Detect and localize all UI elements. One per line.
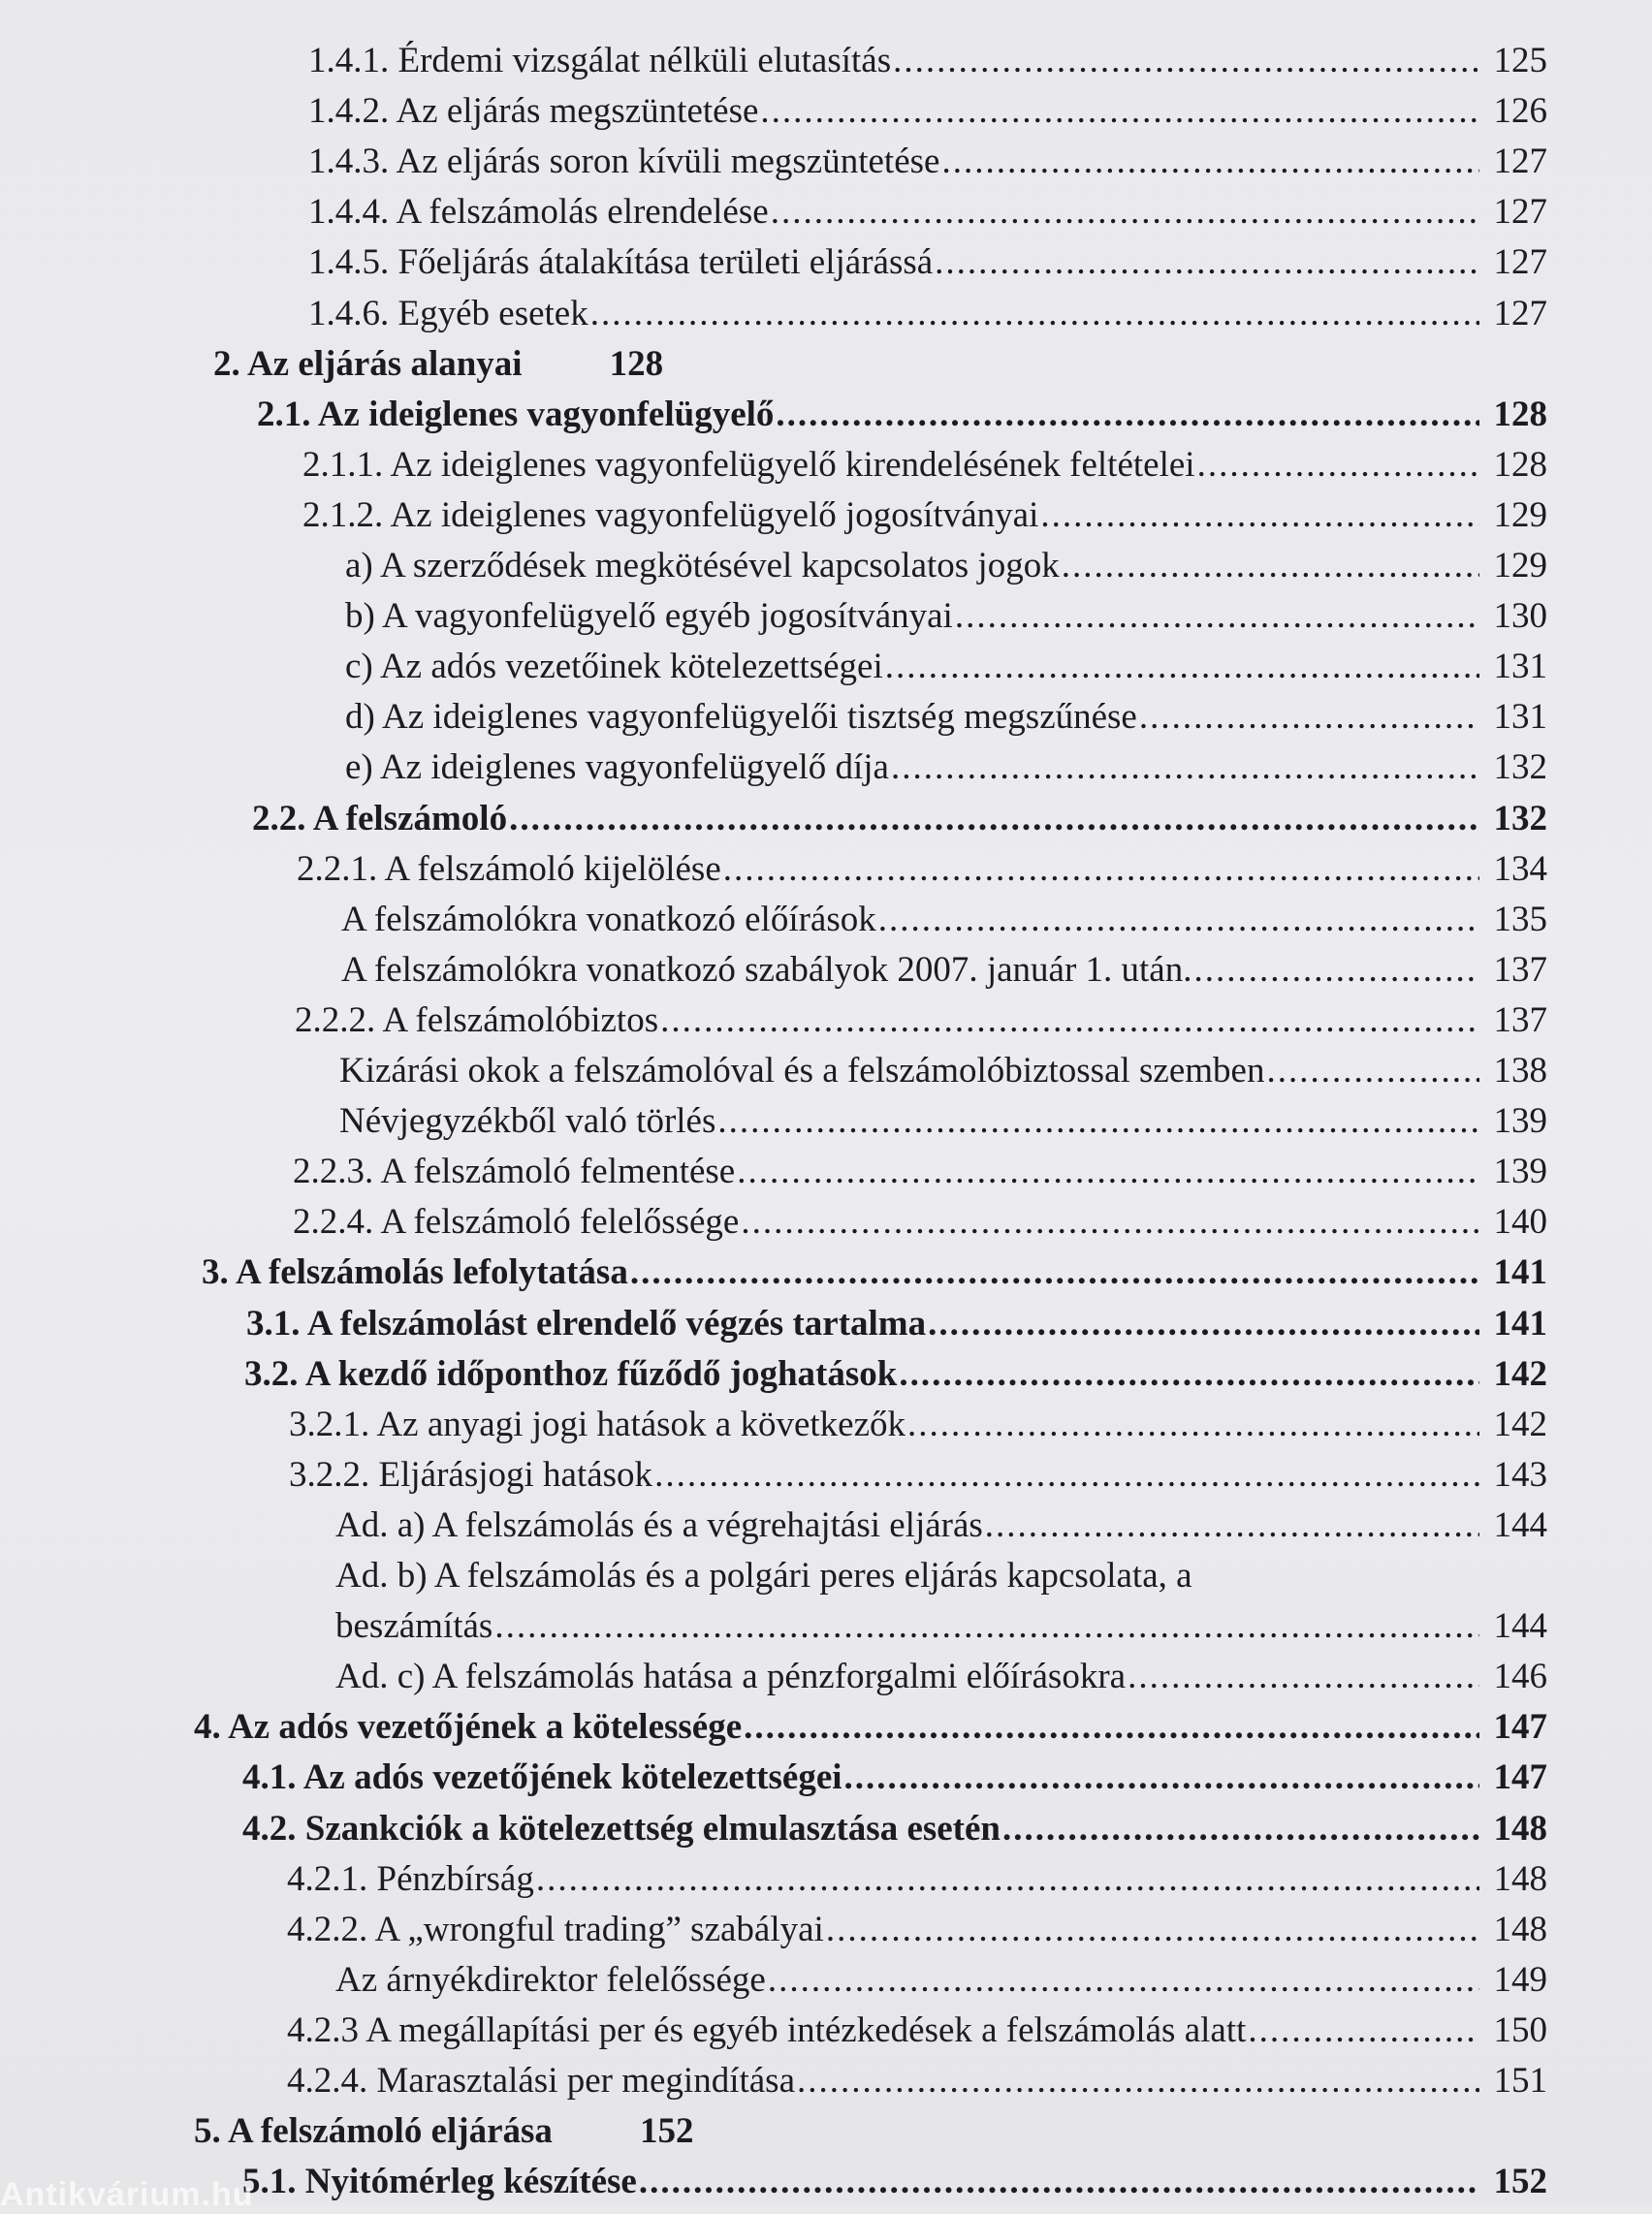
- dot-leader: [507, 795, 1479, 843]
- toc-entry: [335, 1502, 1547, 1550]
- toc-entry-title: 2.1.1. Az ideiglenes vagyonfelügyelő kirendelésének feltételei: [302, 445, 1195, 485]
- toc-entry-title: 1.4.5. Főeljárás átalakítása területi eljárássá: [308, 242, 934, 282]
- toc-entry-title: 2.1.2. Az ideiglenes vagyonfelügyelő jogosítványai: [302, 495, 1039, 535]
- toc-entry: [345, 643, 1547, 691]
- toc-entry-title: 4.2.1. Pénzbírság: [287, 1859, 534, 1899]
- toc-entry-page-number: 127: [1493, 192, 1547, 232]
- toc-entry-page-number: 152: [639, 2111, 694, 2151]
- toc-entry: [335, 1602, 1547, 1651]
- dot-leader: [1137, 693, 1479, 742]
- toc-entry: [295, 996, 1547, 1045]
- toc-entry-page-number: 127: [1493, 142, 1547, 181]
- toc-entry-title: 4.2.4. Marasztalási per megindítása: [287, 2061, 795, 2101]
- toc-entry-page-number: 128: [609, 344, 664, 384]
- toc-entry-page-number: 135: [1493, 900, 1547, 939]
- toc-entry-page-number: 142: [1493, 1405, 1547, 1444]
- toc-entry-title: 1.4.2. Az eljárás megszüntetése: [308, 91, 759, 131]
- toc-entry: [257, 391, 1547, 439]
- toc-entry: [287, 1906, 1547, 1954]
- toc-entry: [242, 1805, 1547, 1853]
- toc-entry-title: 4.2.2. A „wrongful trading” szabályai: [287, 1910, 824, 1949]
- toc-entry-page-number: 129: [1493, 546, 1547, 585]
- toc-entry: [202, 1249, 1547, 1297]
- toc-entry-title: 3. A felszámolás lefolytatása: [202, 1252, 628, 1292]
- toc-entry-page-number: 125: [1493, 41, 1547, 80]
- dot-leader: [715, 1097, 1479, 1146]
- toc-entry: [194, 2107, 693, 2156]
- toc-entry-page-number: 146: [1493, 1657, 1547, 1696]
- toc-entry-page-number: 130: [1493, 596, 1547, 636]
- toc-entry-title: e) Az ideiglenes vagyonfelügyelő díja: [345, 747, 889, 787]
- toc-entry-page-number: 144: [1493, 1505, 1547, 1545]
- dot-leader: [939, 138, 1479, 186]
- dot-leader: [933, 238, 1479, 287]
- toc-entry: [308, 188, 1547, 237]
- toc-entry-title: 2.2.3. A felszámoló felmentése: [293, 1152, 736, 1191]
- dot-leader: [1126, 1653, 1479, 1701]
- toc-entry: [308, 290, 1547, 338]
- toc-entry-title: Ad. c) A felszámolás hatása a pénzforgalmi előírásokra: [335, 1657, 1127, 1696]
- toc-entry-page-number: 127: [1493, 294, 1547, 333]
- toc-entry: [242, 2158, 1547, 2206]
- toc-entry: [289, 1451, 1547, 1500]
- toc-entry-title: A felszámolókra vonatkozó szabályok 2007. január 1. után.: [341, 950, 1192, 990]
- dot-leader: [769, 188, 1479, 237]
- toc-entry-page-number: 131: [1493, 697, 1547, 737]
- toc-entry: [289, 1401, 1547, 1449]
- toc-entry-page-number: 152: [1493, 2162, 1547, 2201]
- toc-entry-title: 2.2.4. A felszámoló felelőssége: [293, 1202, 740, 1242]
- toc-entry-title: 1.4.6. Egyéb esetek: [308, 294, 588, 333]
- toc-entry-title: b) A vagyonfelügyelő egyéb jogosítványai: [345, 596, 953, 636]
- dot-leader: [637, 2158, 1479, 2206]
- toc-entry-page-number: 142: [1493, 1354, 1547, 1394]
- toc-entry: [244, 1350, 1547, 1399]
- toc-entry-page-number: 140: [1493, 1202, 1547, 1242]
- toc-entry: [345, 542, 1547, 590]
- toc-entry-page-number: 151: [1493, 2061, 1547, 2101]
- dot-leader: [628, 1249, 1479, 1297]
- toc-entry-title: 1.4.4. A felszámolás elrendelése: [308, 192, 769, 232]
- toc-entry-page-number: 147: [1493, 1757, 1547, 1797]
- toc-entry-title: d) Az ideiglenes vagyonfelügyelői tisztség megszűnése: [345, 697, 1137, 737]
- toc-entry-title: 4.2.3 A megállapítási per és egyéb intézkedések a felszámolás alatt: [287, 2010, 1247, 2050]
- toc-entry-title: 2. Az eljárás alanyai: [213, 344, 523, 384]
- toc-entry-page-number: 144: [1493, 1606, 1547, 1646]
- toc-entry: [287, 2057, 1547, 2105]
- dot-leader: [897, 1350, 1479, 1399]
- toc-entry-page-number: 149: [1493, 1960, 1547, 2000]
- dot-leader: [766, 1956, 1479, 2005]
- toc-entry: [335, 1552, 1547, 1600]
- toc-entry-title: Kizárási okok a felszámolóval és a felszámolóbiztossal szemben: [339, 1051, 1265, 1091]
- toc-entry-page-number: 137: [1493, 1000, 1547, 1040]
- toc-entry: [339, 1047, 1547, 1095]
- toc-entry: [345, 592, 1547, 641]
- toc-entry-title: 1.4.3. Az eljárás soron kívüli megszüntetése: [308, 142, 940, 181]
- toc-entry-title: Ad. b) A felszámolás és a polgári peres eljárás kapcsolata, a: [335, 1556, 1192, 1596]
- toc-entry-page-number: 132: [1493, 747, 1547, 787]
- toc-entry: [308, 37, 1547, 85]
- toc-entry-title: 3.1. A felszámolást elrendelő végzés tartalma: [246, 1304, 927, 1344]
- dot-leader: [735, 1148, 1479, 1196]
- dot-leader: [1060, 542, 1479, 590]
- toc-entry-title: a) A szerződések megkötésével kapcsolatos jogok: [345, 546, 1060, 585]
- toc-entry-title: 3.2.2. Eljárásjogi hatások: [289, 1455, 653, 1495]
- toc-entry-title: 2.2.1. A felszámoló kijelölése: [297, 849, 721, 889]
- toc-entry-page-number: 141: [1493, 1252, 1547, 1292]
- toc-entry-title: Az árnyékdirektor felelőssége: [335, 1960, 766, 2000]
- toc-entry-title: A felszámolókra vonatkozó előírások: [341, 900, 876, 939]
- dot-leader: [795, 2057, 1479, 2105]
- toc-entry: [308, 238, 1547, 287]
- toc-entry: [293, 1148, 1547, 1196]
- dot-leader: [824, 1906, 1479, 1954]
- toc-entry-title: 2.1. Az ideiglenes vagyonfelügyelő: [257, 395, 775, 434]
- toc-entry: [341, 946, 1547, 995]
- dot-leader: [891, 37, 1479, 85]
- dot-leader: [758, 87, 1479, 136]
- toc-entry-page-number: 150: [1493, 2010, 1547, 2050]
- toc-entry: [194, 1703, 1547, 1752]
- dot-leader: [742, 1703, 1479, 1752]
- toc-entry-page-number: 131: [1493, 647, 1547, 686]
- dot-leader: [905, 1401, 1479, 1449]
- toc-entry-title: 2.2.2. A felszámolóbiztos: [295, 1000, 659, 1040]
- toc-entry: [287, 2007, 1547, 2055]
- toc-entry: [246, 1300, 1547, 1348]
- toc-entry: [345, 743, 1547, 792]
- watermark: Antikvárium.hu: [0, 2176, 254, 2213]
- toc-entry-page-number: 139: [1493, 1101, 1547, 1141]
- toc-entry-page-number: 134: [1493, 849, 1547, 889]
- toc-entry-page-number: 137: [1493, 950, 1547, 990]
- toc-entry: [345, 693, 1547, 742]
- toc-entry-title: beszámítás: [335, 1606, 493, 1646]
- dot-leader: [926, 1300, 1479, 1348]
- toc-entry: [335, 1956, 1547, 2005]
- toc-entry: [341, 896, 1547, 944]
- toc-entry: [213, 340, 663, 389]
- dot-leader: [889, 743, 1479, 792]
- dot-leader: [492, 1602, 1479, 1651]
- toc-entry-page-number: 138: [1493, 1051, 1547, 1091]
- dot-leader: [721, 845, 1479, 894]
- toc-entry-page-number: 128: [1493, 445, 1547, 485]
- toc-entry-title: 3.2. A kezdő időponthoz fűződő joghatások: [244, 1354, 898, 1394]
- toc-entry: [242, 1754, 1547, 1802]
- dot-leader: [983, 1502, 1479, 1550]
- toc-entry-page-number: 126: [1493, 91, 1547, 131]
- toc-entry: [252, 795, 1547, 843]
- dot-leader: [1264, 1047, 1479, 1095]
- toc-entry-title: 4.2. Szankciók a kötelezettség elmulasztása esetén: [242, 1809, 1001, 1849]
- toc-entry: [308, 87, 1547, 136]
- dot-leader: [842, 1754, 1479, 1802]
- toc-entry-page-number: 129: [1493, 495, 1547, 535]
- dot-leader: [739, 1198, 1479, 1247]
- toc-entry-page-number: 139: [1493, 1152, 1547, 1191]
- dot-leader: [1246, 2007, 1479, 2055]
- dot-leader: [883, 643, 1479, 691]
- toc-entry: [302, 441, 1547, 490]
- toc-entry-title: 4.1. Az adós vezetőjének kötelezettségei: [242, 1757, 842, 1797]
- dot-leader: [588, 290, 1479, 338]
- toc-entry-title: 5. A felszámoló eljárása: [194, 2111, 553, 2151]
- toc-entry: [302, 491, 1547, 540]
- toc-entry-page-number: 148: [1493, 1859, 1547, 1899]
- toc-entry: [335, 1653, 1547, 1701]
- dot-leader: [1195, 441, 1479, 490]
- toc-entry-page-number: 148: [1493, 1910, 1547, 1949]
- toc-entry-page-number: 148: [1493, 1809, 1547, 1849]
- toc-entry-title: Ad. a) A felszámolás és a végrehajtási eljárás: [335, 1505, 983, 1545]
- toc-entry-page-number: 141: [1493, 1304, 1547, 1344]
- toc-entry-title: 5.1. Nyitómérleg készítése: [242, 2162, 637, 2201]
- toc-entry: [308, 138, 1547, 186]
- toc-entry-page-number: 132: [1493, 799, 1547, 838]
- toc-entry-page-number: 147: [1493, 1707, 1547, 1747]
- dot-leader: [876, 896, 1479, 944]
- toc-entry: [339, 1097, 1547, 1146]
- toc-entry-page-number: 143: [1493, 1455, 1547, 1495]
- dot-leader: [1038, 491, 1479, 540]
- dot-leader: [652, 1451, 1479, 1500]
- toc-entry-page-number: 127: [1493, 242, 1547, 282]
- dot-leader: [774, 391, 1479, 439]
- toc-entry: [287, 1855, 1547, 1904]
- toc-entry-page-number: 128: [1493, 395, 1547, 434]
- dot-leader: [1001, 1805, 1479, 1853]
- toc-entry: [293, 1198, 1547, 1247]
- dot-leader: [1191, 946, 1479, 995]
- toc-entry-title: c) Az adós vezetőinek kötelezettségei: [345, 647, 883, 686]
- dot-leader: [953, 592, 1479, 641]
- toc-entry-title: 1.4.1. Érdemi vizsgálat nélküli elutasítás: [308, 41, 892, 80]
- toc-entry: [297, 845, 1547, 894]
- toc-entry-title: 2.2. A felszámoló: [252, 799, 508, 838]
- dot-leader: [534, 1855, 1479, 1904]
- toc-entry-title: 3.2.1. Az anyagi jogi hatások a következők: [289, 1405, 906, 1444]
- dot-leader: [658, 996, 1479, 1045]
- toc-entry-title: 4. Az adós vezetőjének a kötelessége: [194, 1707, 743, 1747]
- toc-entry-title: Névjegyzékből való törlés: [339, 1101, 716, 1141]
